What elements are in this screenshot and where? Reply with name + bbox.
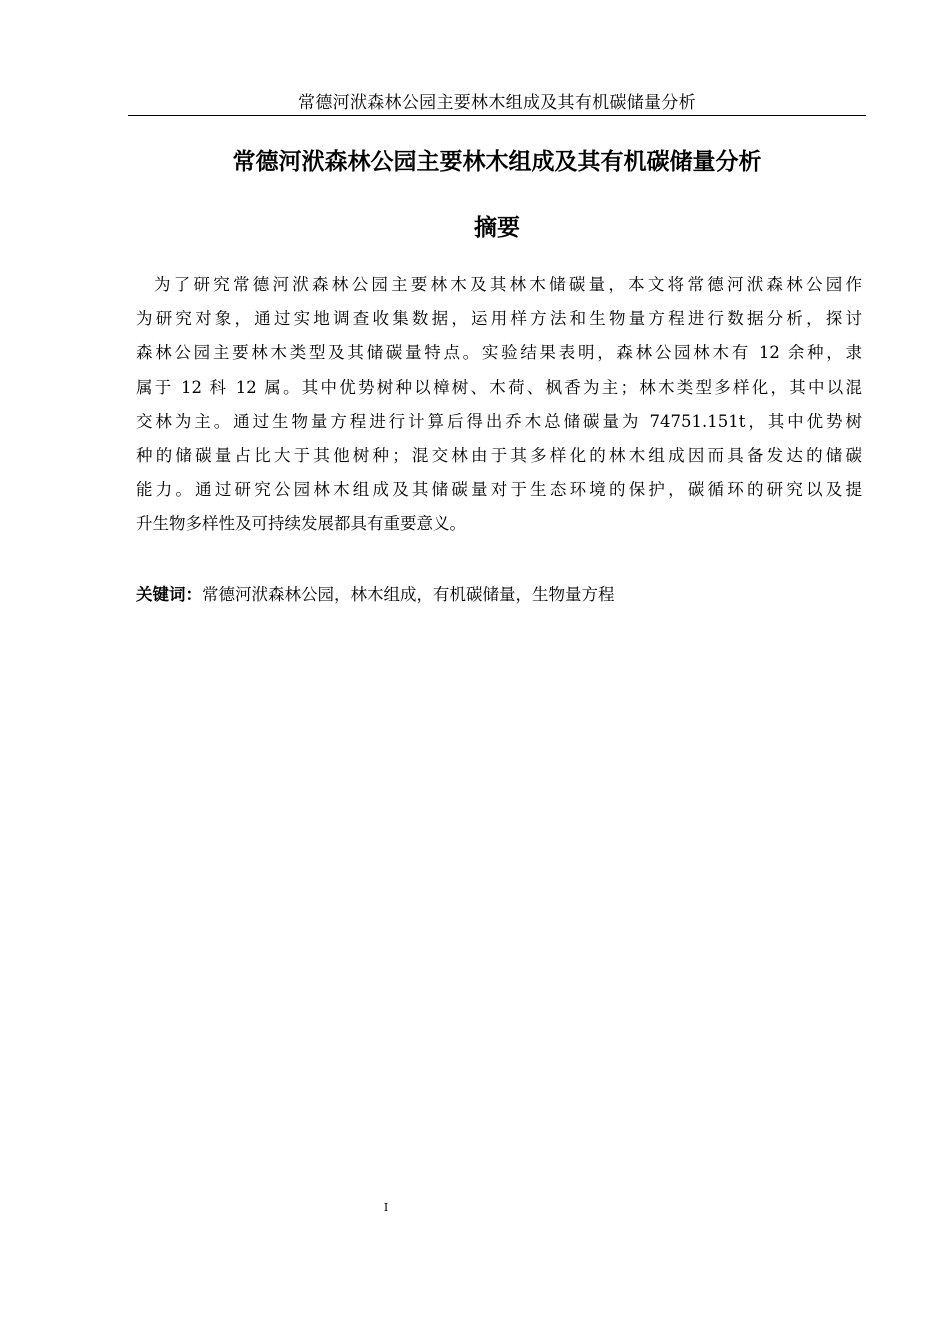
abstract-line: 升生物多样性及可持续发展都具有重要意义。: [136, 514, 466, 534]
abstract-line: 为了研究常德河洑森林公园主要林木及其林木储碳量，本文将常德河洑森林公园作: [154, 275, 862, 294]
running-header: 常德河洑森林公园主要林木组成及其有机碳储量分析: [298, 93, 696, 113]
abstract-line: 森林公园主要林木类型及其储碳量特点。实验结果表明，森林公园林木有 12 余种，隶: [136, 343, 862, 363]
document-title: 常德河洑森林公园主要林木组成及其有机碳储量分析: [232, 149, 762, 175]
abstract-body: [136, 268, 862, 542]
keywords-label: 关键词：: [136, 585, 202, 604]
keywords-text: 常德河洑森林公园，林木组成，有机碳储量，生物量方程: [202, 585, 615, 604]
keywords: [136, 578, 862, 612]
abstract-line: 交林为主。通过生物量方程进行计算后得出乔木总储碳量为 74751.151t，其中优势树: [136, 411, 862, 431]
abstract-heading: 摘要: [474, 215, 520, 241]
abstract-line: 能力。通过研究公园林木组成及其储碳量对于生态环境的保护，碳循环的研究以及提: [136, 480, 862, 500]
page-number: I: [383, 1201, 389, 1214]
abstract-line: 属于 12 科 12 属。其中优势树种以樟树、木荷、枫香为主；林木类型多样化，其中以混: [136, 377, 862, 397]
header-divider: [128, 115, 866, 116]
abstract-line: 为研究对象，通过实地调查收集数据，运用样方法和生物量方程进行数据分析，探讨: [136, 309, 862, 329]
abstract-line: 种的储碳量占比大于其他树种；混交林由于其多样化的林木组成因而具备发达的储碳: [136, 446, 862, 466]
